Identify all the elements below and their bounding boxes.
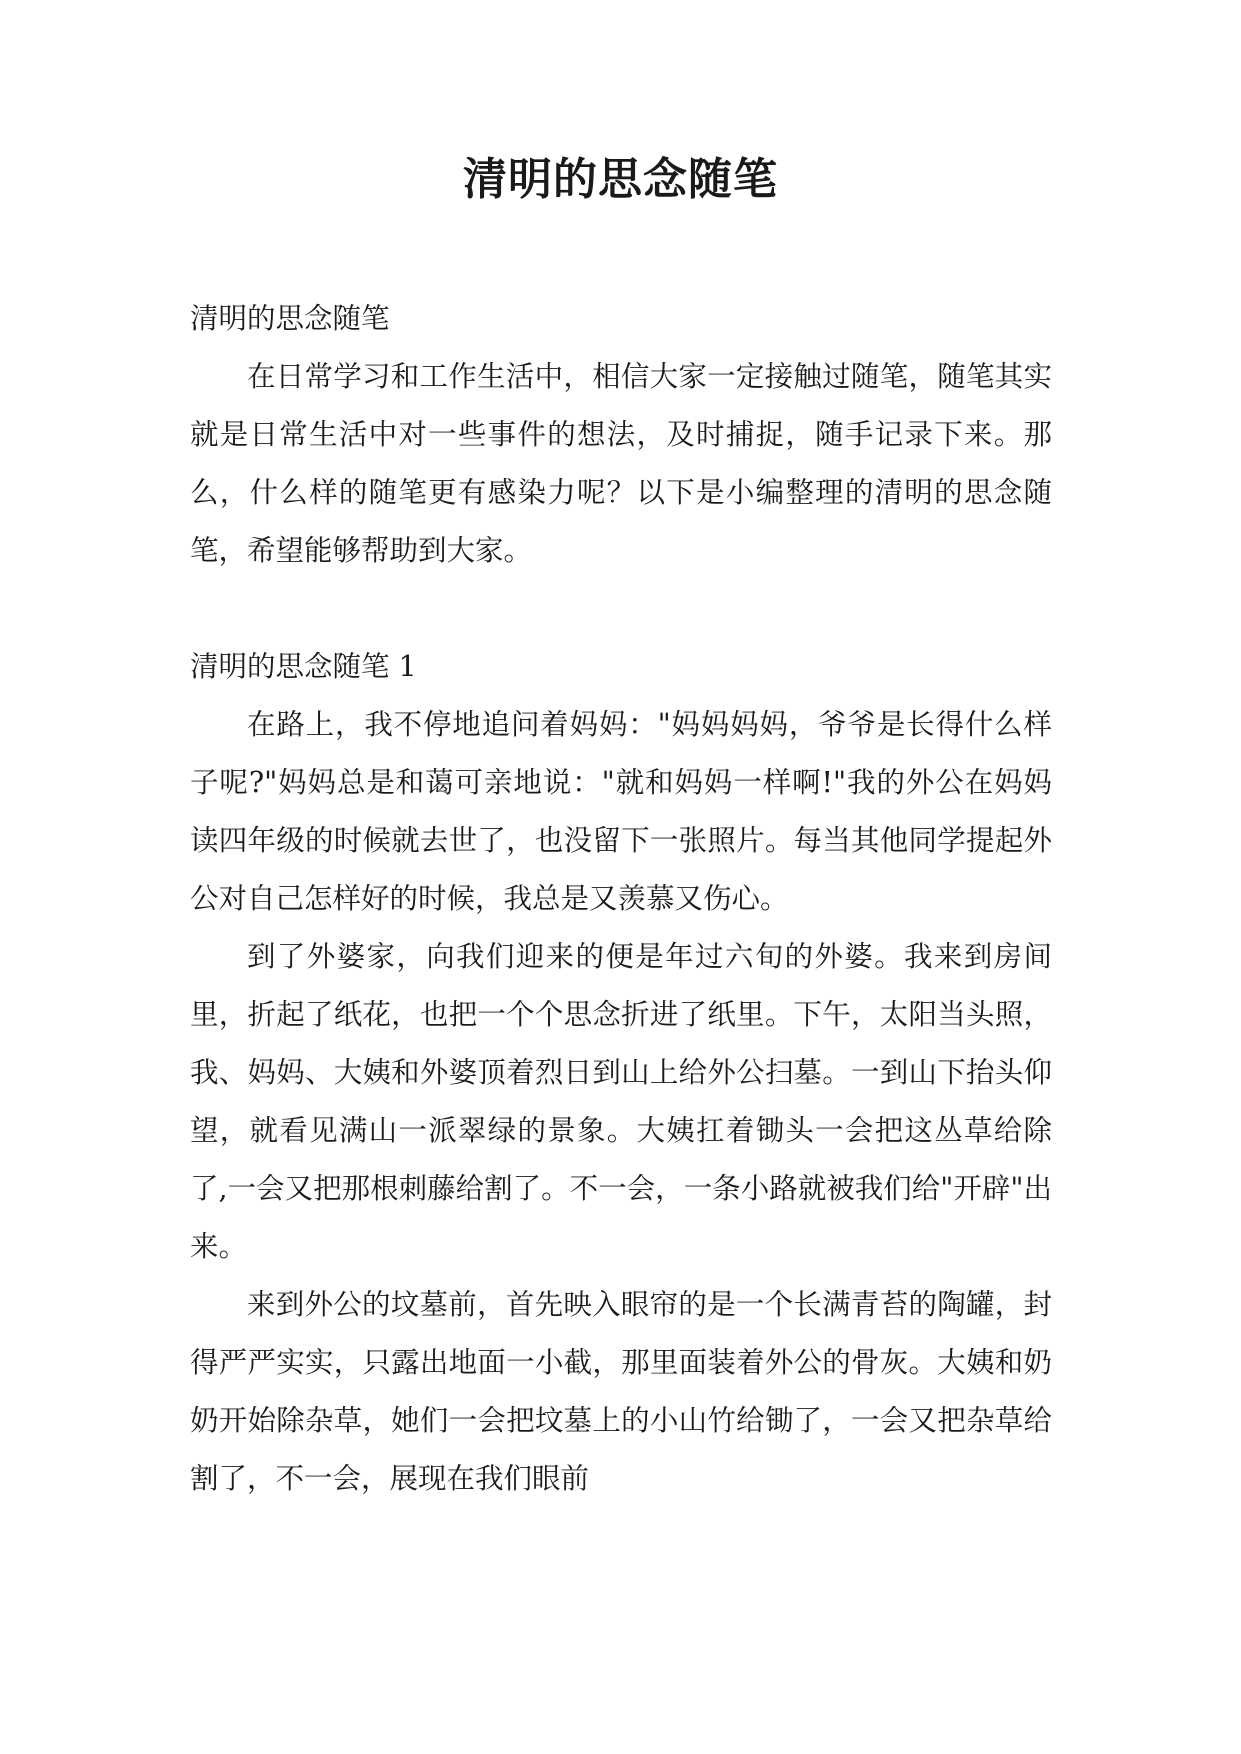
intro-heading: 清明的思念随笔 — [190, 302, 390, 335]
document-body — [190, 290, 1052, 1508]
intro-paragraph: 在日常学习和工作生活中，相信大家一定接触过随笔，随笔其实就是日常生活中对一些事件的想法，及时捕捉，随手记录下来。那么，什么样的随笔更有感染力呢？以下是小编整理的清明的思念随笔，希望能够帮助到大家。 — [190, 360, 1052, 567]
section-spacer — [190, 580, 1052, 638]
section1-heading: 清明的思念随笔 1 — [190, 650, 417, 683]
document-title: 清明的思念随笔 — [463, 154, 778, 205]
section1-paragraph: 来到外公的坟墓前，首先映入眼帘的是一个长满青苔的陶罐，封得严严实实，只露出地面一小截，那里面装着外公的骨灰。大姨和奶奶开始除杂草，她们一会把坟墓上的小山竹给锄了，一会又把杂草给割了，不一会，展现在我们眼前 — [190, 1288, 1052, 1495]
section1-paragraph: 在路上，我不停地追问着妈妈："妈妈妈妈，爷爷是长得什么样子呢?"妈妈总是和蔼可亲地说："就和妈妈一样啊!"我的外公在妈妈读四年级的时候就去世了，也没留下一张照片。每当其他同学提起外公对自己怎样好的时候，我总是又羡慕又伤心。 — [190, 708, 1052, 915]
section1-paragraph: 到了外婆家，向我们迎来的便是年过六旬的外婆。我来到房间里，折起了纸花，也把一个个思念折进了纸里。下午，太阳当头照，我、妈妈、大姨和外婆顶着烈日到山上给外公扫墓。一到山下抬头仰望，就看见满山一派翠绿的景象。大姨扛着锄头一会把这丛草给除了,一会又把那根刺藤给割了。不一会，一条小路就被我们给"开辟"出来。 — [190, 940, 1052, 1263]
